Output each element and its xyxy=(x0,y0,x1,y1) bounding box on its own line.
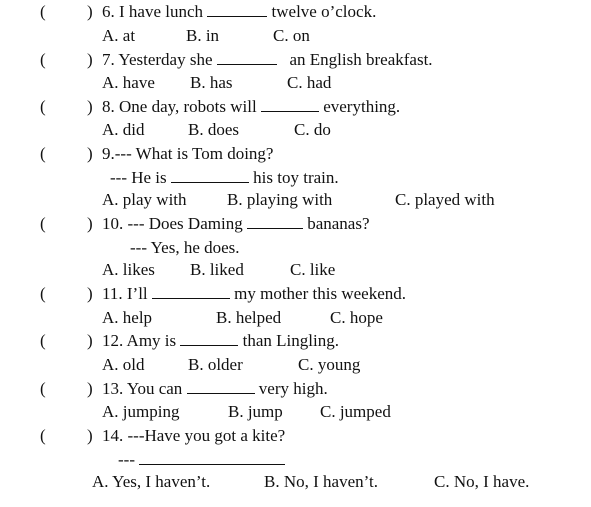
option-a: A. did xyxy=(102,120,145,139)
option-c: C. had xyxy=(287,73,332,92)
question-14-reply: --- xyxy=(118,450,285,470)
answer-paren-close: ) xyxy=(87,214,93,233)
option-b: B. liked xyxy=(190,260,244,279)
option-c: C. on xyxy=(273,26,310,45)
answer-paren-close: ) xyxy=(87,284,93,303)
answer-paren-close: ) xyxy=(87,426,93,445)
answer-paren-open: ( xyxy=(40,2,46,21)
question-9-stem: 9.--- What is Tom doing? xyxy=(102,144,274,163)
answer-paren-close: ) xyxy=(87,97,93,116)
option-b: B. has xyxy=(190,73,233,92)
answer-blank[interactable] xyxy=(152,284,230,299)
answer-blank[interactable] xyxy=(187,379,255,394)
answer-paren-close: ) xyxy=(87,50,93,69)
answer-blank[interactable] xyxy=(180,331,238,346)
answer-paren-close: ) xyxy=(87,2,93,21)
question-11-stem: 11. I’ll my mother this weekend. xyxy=(102,284,406,303)
answer-paren-open: ( xyxy=(40,97,46,116)
answer-paren-close: ) xyxy=(87,331,93,350)
option-b: B. helped xyxy=(216,308,282,327)
question-14-stem: 14. ---Have you got a kite? xyxy=(102,426,286,445)
answer-paren-open: ( xyxy=(40,379,46,398)
answer-paren-open: ( xyxy=(40,214,46,233)
answer-paren-close: ) xyxy=(87,144,93,163)
option-c: C. like xyxy=(290,260,336,279)
answer-blank[interactable] xyxy=(217,50,277,65)
option-b: B. No, I haven’t. xyxy=(264,472,378,491)
question-12-stem: 12. Amy is than Lingling. xyxy=(102,331,339,350)
option-a: A. at xyxy=(102,26,136,45)
answer-blank[interactable] xyxy=(139,450,285,465)
option-c: C. hope xyxy=(330,308,383,327)
option-b: B. does xyxy=(188,120,239,139)
question-8-stem: 8. One day, robots will everything. xyxy=(102,97,401,116)
question-10-reply: --- Yes, he does. xyxy=(130,238,240,257)
answer-blank[interactable] xyxy=(247,214,303,229)
option-a: A. likes xyxy=(102,260,155,279)
option-b: B. playing with xyxy=(227,190,333,209)
option-c: C. do xyxy=(294,120,331,139)
question-7-stem: 7. Yesterday she an English breakfast. xyxy=(102,50,433,69)
question-13-stem: 13. You can very high. xyxy=(102,379,328,398)
question-6-stem: 6. I have lunch twelve o’clock. xyxy=(102,2,377,21)
option-c: C. young xyxy=(298,355,361,374)
option-c: C. No, I have. xyxy=(434,472,530,491)
option-c: C. jumped xyxy=(320,402,391,421)
option-b: B. in xyxy=(186,26,220,45)
answer-paren-close: ) xyxy=(87,379,93,398)
option-a: A. Yes, I haven’t. xyxy=(92,472,211,491)
answer-blank[interactable] xyxy=(171,168,249,183)
option-a: A. play with xyxy=(102,190,187,209)
option-b: B. jump xyxy=(228,402,283,421)
option-a: A. help xyxy=(102,308,153,327)
answer-blank[interactable] xyxy=(261,97,319,112)
answer-blank[interactable] xyxy=(207,2,267,17)
answer-paren-open: ( xyxy=(40,331,46,350)
answer-paren-open: ( xyxy=(40,426,46,445)
option-a: A. jumping xyxy=(102,402,180,421)
answer-paren-open: ( xyxy=(40,144,46,163)
question-10-stem: 10. --- Does Daming bananas? xyxy=(102,214,370,233)
answer-paren-open: ( xyxy=(40,284,46,303)
question-9-reply: --- He is his toy train. xyxy=(110,168,339,187)
answer-paren-open: ( xyxy=(40,50,46,69)
option-c: C. played with xyxy=(395,190,495,209)
option-a: A. have xyxy=(102,73,155,92)
option-b: B. older xyxy=(188,355,243,374)
option-a: A. old xyxy=(102,355,145,374)
